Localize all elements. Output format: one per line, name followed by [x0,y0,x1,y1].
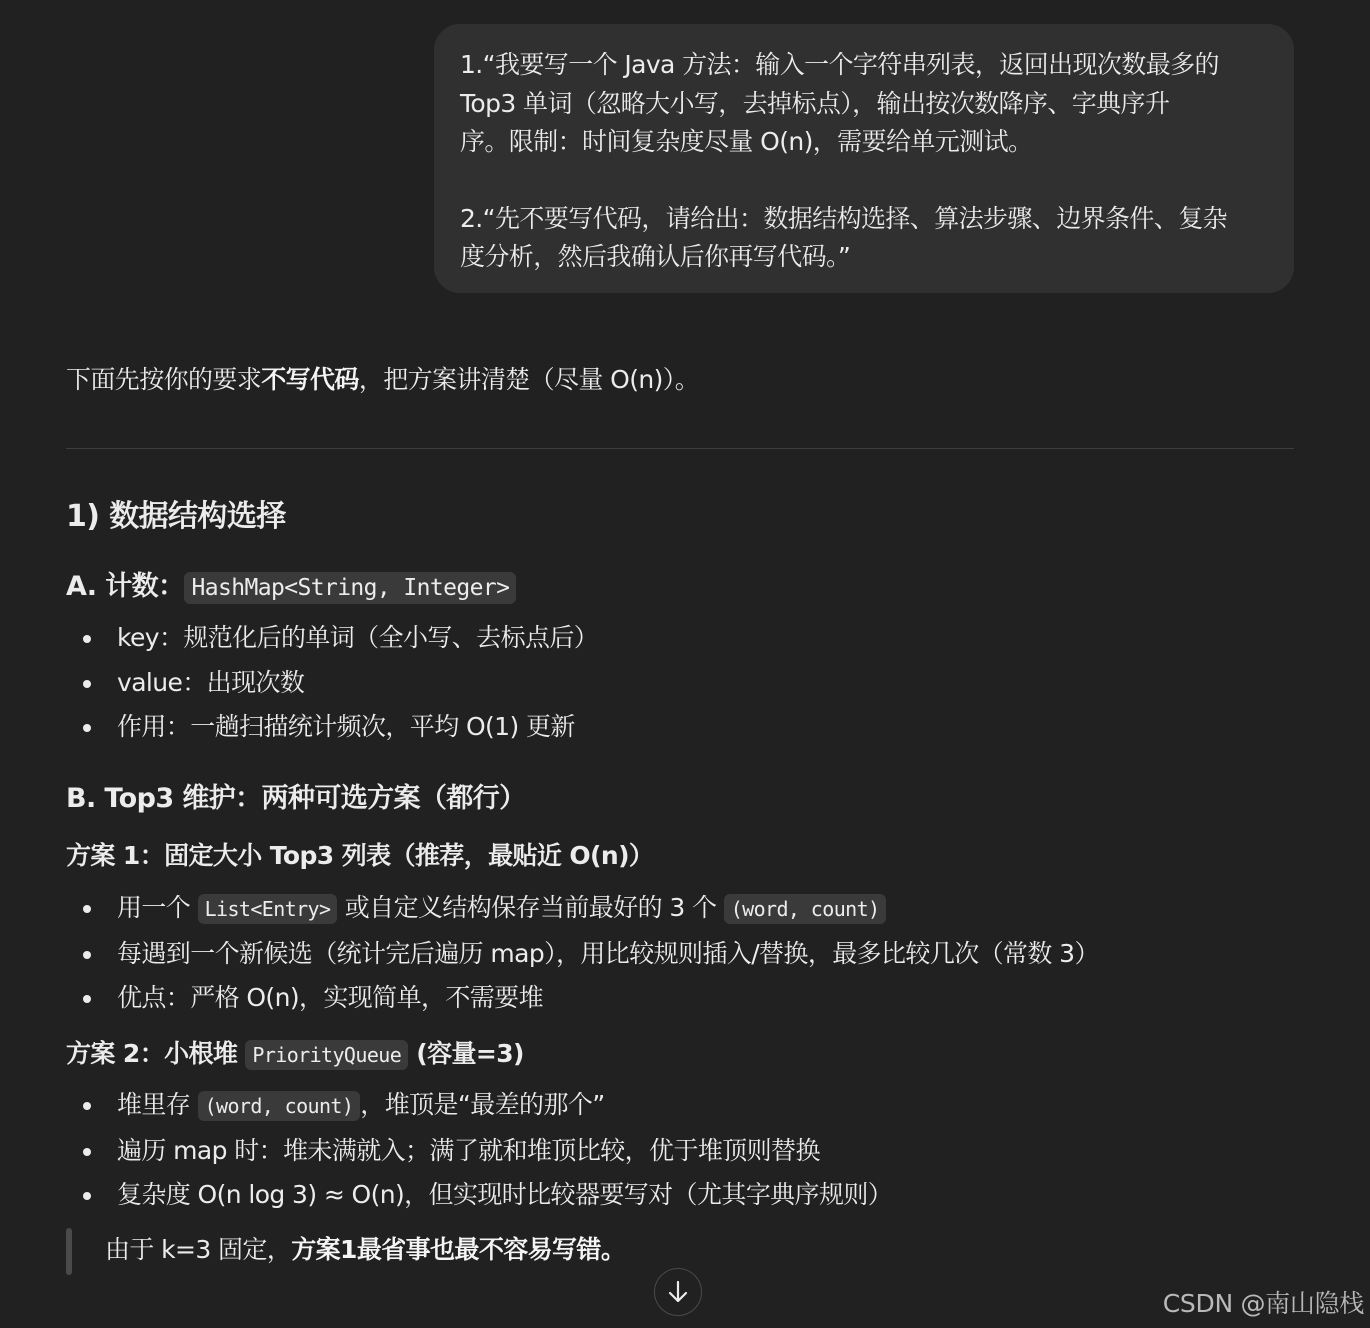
user-message-line: 2.“先不要写代码，请给出：数据结构选择、算法步骤、边界条件、复杂 [460,203,1228,233]
list-item: key：规范化后的单词（全小写、去标点后） [66,616,1286,661]
bullet-list-plan2 [66,1083,1286,1218]
user-message-line: Top3 单词（忽略大小写，去掉标点），输出按次数降序、字典序升 [460,88,1170,118]
list-item: 优点：严格 O(n)，实现简单，不需要堆 [66,976,1286,1021]
divider [66,448,1294,449]
arrow-down-icon [667,1280,689,1304]
blockquote [66,1228,1166,1275]
inline-code: PriorityQueue [245,1040,408,1070]
list-item: 复杂度 O(n log 3) ≈ O(n)，但实现时比较器要写对（尤其字典序规则） [66,1173,1286,1218]
list-item: 用一个 List<Entry> 或自定义结构保存当前最好的 3 个 (word, count) [66,886,1286,932]
blockquote-bar [66,1228,72,1275]
watermark: CSDN @南山隐栈 [1162,1289,1364,1318]
list-item: 遍历 map 时：堆未满就入；满了就和堆顶比较，优于堆顶则替换 [66,1129,1286,1174]
inline-code: (word, count) [198,1091,361,1121]
blockquote-text: 由于 k=3 固定，方案1最省事也最不容易写错。 [105,1235,626,1264]
user-message-line: 度分析，然后我确认后你再写代码。” [460,242,851,271]
subheading-part-b: B. Top3 维护：两种可选方案（都行） [66,783,526,814]
inline-code: List<Entry> [198,894,338,924]
user-message-bubble [434,24,1294,293]
plan2-heading: 方案 2：小根堆 PriorityQueue (容量=3) [66,1039,524,1068]
user-message-line: 序。限制：时间复杂度尽量 O(n)，需要给单元测试。 [460,127,1033,156]
section-heading: 1) 数据结构选择 [66,499,286,534]
inline-code: HashMap<String, Integer> [184,572,516,604]
answer-intro: 下面先按你的要求不写代码，把方案讲清楚（尽量 O(n)）。 [66,365,700,394]
bullet-list-plan1 [66,886,1286,1021]
assistant-answer [66,360,1294,400]
list-item: 每遇到一个新候选（统计完后遍历 map），用比较规则插入/替换，最多比较几次（常数 3） [66,932,1286,977]
scroll-to-bottom-button[interactable] [654,1268,702,1316]
intro-bold: 不写代码 [261,365,359,394]
bullet-list-part-a [66,616,1286,750]
subheading-part-a: A. 计数： HashMap<String, Integer> [66,567,516,608]
list-item: value：出现次数 [66,661,1286,706]
plan1-heading: 方案 1：固定大小 Top3 列表（推荐，最贴近 O(n)） [66,841,654,870]
list-item: 堆里存 (word, count) ，堆顶是“最差的那个” [66,1083,1286,1129]
list-item: 作用：一趟扫描统计频次，平均 O(1) 更新 [66,705,1286,750]
user-message-line: 1.“我要写一个 Java 方法：输入一个字符串列表，返回出现次数最多的 [460,50,1219,79]
inline-code: (word, count) [724,894,887,924]
